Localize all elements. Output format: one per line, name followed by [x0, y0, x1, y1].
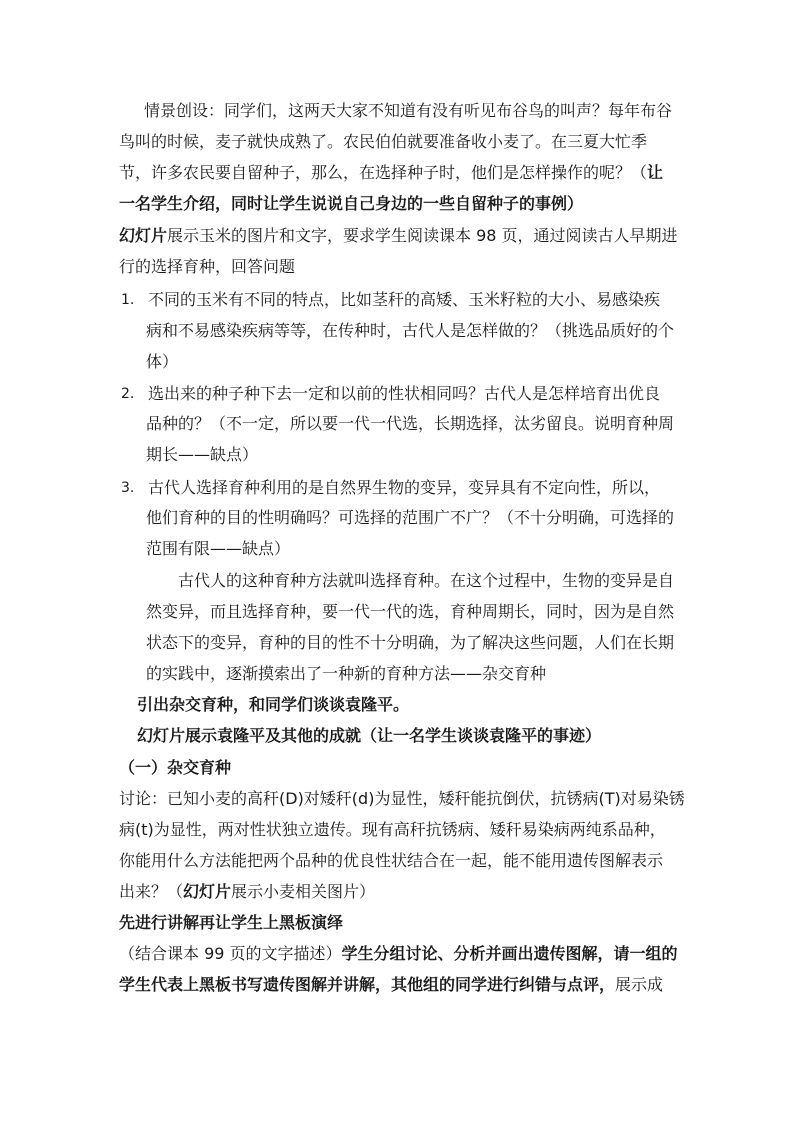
question-1-number: 1.	[121, 292, 135, 308]
group-work-line-2: 学生代表上黑板书写遗传图解并讲解，其他组的同学进行纠错与点评，展示成	[119, 975, 664, 994]
question-1-line-3: 体）	[146, 352, 179, 371]
question-3-line-3: 范围有限——缺点）	[146, 539, 291, 558]
question-3-line-2: 他们育种的目的性明确吗？可选择的范围广不广？（不十分明确，可选择的	[146, 508, 675, 527]
question-1-line-1: 不同的玉米有不同的特点，比如茎秆的高矮、玉米籽粒的大小、易感染疾	[148, 290, 661, 309]
yuan-longping-slide-line: 幻灯片展示袁隆平及其他的成就（让一名学生谈谈袁隆平的事迹）	[137, 726, 602, 745]
intro-line-4: 一名学生介绍，同时让学生说说自己身边的一些自留种子的事例）	[119, 194, 584, 213]
slide-corn-line-2: 行的选择育种，回答问题	[119, 257, 296, 276]
question-2-line-2: 品种的？（不一定，所以要一代一代选，长期选择，汰劣留良。说明育种周	[146, 414, 675, 433]
discussion-line-3: 你能用什么方法能把两个品种的优良性状结合在一起，能不能用遗传图解表示	[119, 851, 664, 870]
introduce-hybrid-line: 引出杂交育种，和同学们谈谈袁隆平。	[137, 695, 410, 714]
question-3-number: 3.	[121, 480, 135, 496]
section-heading: （一）杂交育种	[119, 758, 232, 777]
selection-breeding-line-1: 古代人的这种育种方法就叫选择育种。在这个过程中，生物的变异是自	[178, 571, 675, 590]
explain-then-board-line: 先进行讲解再让学生上黑板演绎	[119, 913, 344, 932]
selection-breeding-line-3: 状态下的变异，育种的目的性不十分明确，为了解决这些问题，人们在长期	[146, 633, 675, 652]
selection-breeding-line-2: 然变异，而且选择育种，要一代一代的选，育种周期长，同时，因为是自然	[146, 602, 675, 621]
slide-corn-line-1: 幻灯片展示玉米的图片和文字，要求学生阅读课本 98 页，通过阅读古人早期进	[119, 226, 678, 245]
question-2-number: 2.	[121, 386, 135, 402]
question-2-line-3: 期长——缺点）	[146, 445, 259, 464]
group-work-line-1: （结合课本 99 页的文字描述）学生分组讨论、分析并画出遗传图解，请一组的	[119, 944, 678, 963]
question-3-line-1: 古代人选择育种利用的是自然界生物的变异，变异具有不定向性，所以，	[148, 478, 661, 497]
intro-line-2: 鸟叫的时候，麦子就快成熟了。农民伯伯就要准备收小麦了。在三夏大忙季	[119, 132, 648, 151]
discussion-line-4: 出来？（幻灯片展示小麦相关图片）	[119, 882, 376, 901]
selection-breeding-line-4: 的实践中，逐渐摸索出了一种新的育种方法——杂交育种	[146, 664, 547, 683]
intro-line-1: 情景创设：同学们，这两天大家不知道有没有听见布谷鸟的叫声？每年布谷	[144, 101, 673, 120]
question-1-line-2: 病和不易感染疾病等等，在传种时，古代人是怎样做的？（挑选品质好的个	[146, 321, 675, 340]
discussion-line-1: 讨论：已知小麦的高秆(D)对矮秆(d)为显性，矮秆能抗倒伏，抗锈病(T)对易染锈	[119, 789, 685, 808]
intro-line-3: 节，许多农民要自留种子，那么，在选择种子时，他们是怎样操作的呢？（让	[119, 163, 664, 182]
question-2-line-1: 选出来的种子种下去一定和以前的性状相同吗？古代人是怎样培育出优良	[148, 384, 661, 403]
discussion-line-2: 病(t)为显性，两对性状独立遗传。现有高秆抗锈病、矮秆易染病两纯系品种，	[119, 820, 666, 839]
